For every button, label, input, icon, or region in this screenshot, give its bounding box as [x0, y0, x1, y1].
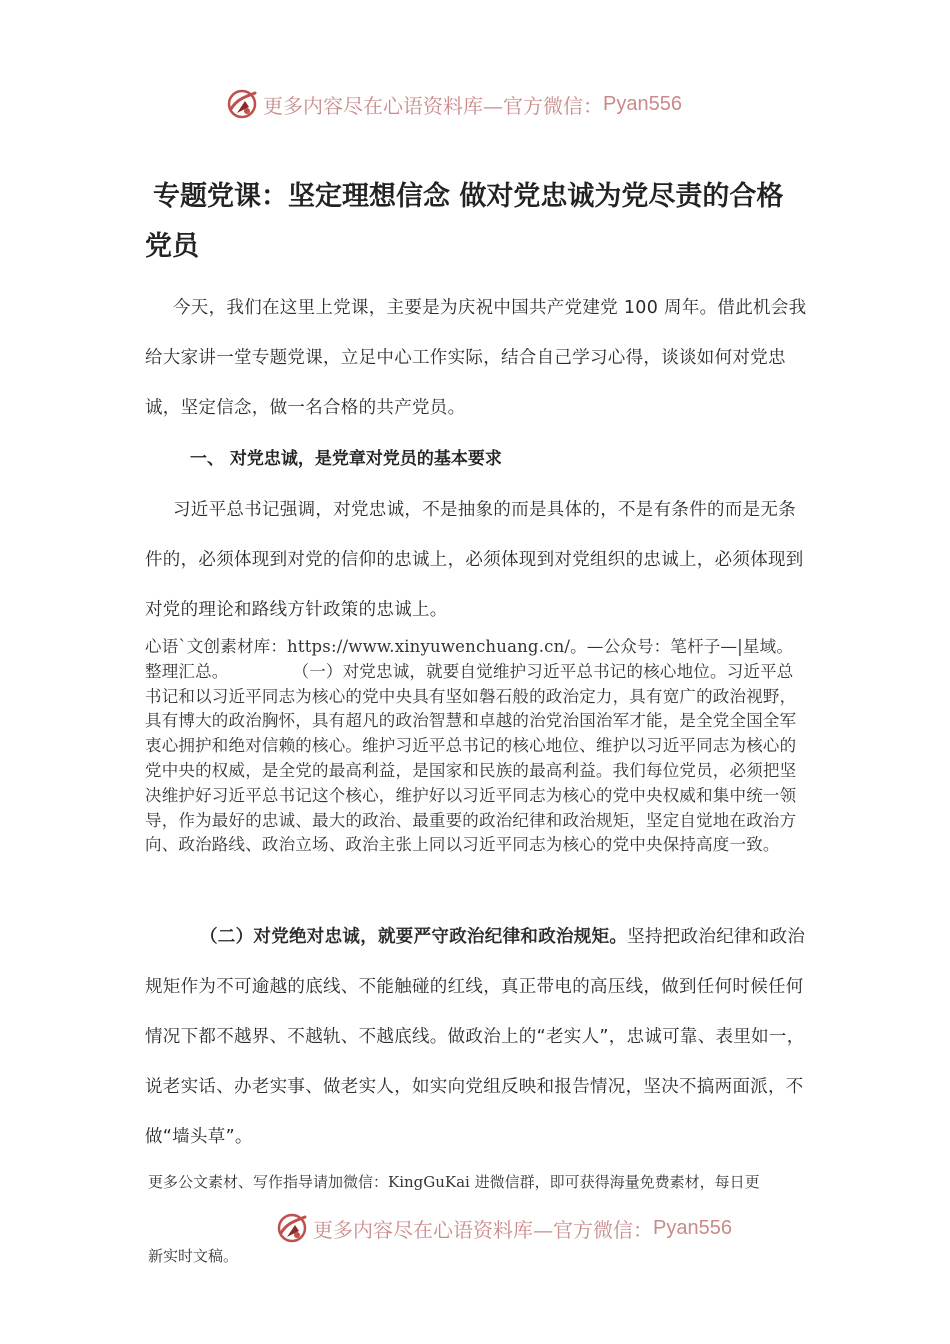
- banner-wechat-id: Pyan556: [653, 1216, 732, 1239]
- brand-logo-icon: [275, 1211, 309, 1245]
- subsection-1-text: （一）对党忠诚，就要自觉维护习近平总书记的核心地位。习近平总书记和以习近平同志为核心的党中央具有坚如磐石般的政治定力，具有宽广的政治视野，具有博大的政治胸怀，具有超凡的政治智慧和卓越的治党治国治军才能，是全党全国全军衷心拥护和绝对信赖的核心。维护习近平总书记的核心地位、维护以习近平同志为核心的党中央的权威，是全党的最高利益，是国家和民族的最高利益。我们每位党员，必须把坚决维护好习近平总书记这个核心，维护好以习近平同志为核心的党中央权威和集中统一领导，作为最好的忠诚、最大的政治、最重要的政治纪律和政治规矩，坚定自觉地在政治方向、政治路线、政治立场、政治主张上同以习近平同志为核心的党中央保持高度一致。: [145, 661, 797, 855]
- footer-watermark-banner: [275, 1208, 732, 1248]
- header-watermark-banner: [225, 84, 682, 124]
- subsection-2-heading: （二）对党绝对忠诚，就要严守政治纪律和政治规矩。: [200, 927, 628, 947]
- banner-text: 更多内容尽在心语资料库—官方微信：: [263, 93, 603, 118]
- subsection-1-block: [145, 635, 805, 858]
- banner-wechat-id: Pyan556: [603, 92, 682, 115]
- banner-text: 更多内容尽在心语资料库—官方微信：: [313, 1217, 653, 1242]
- subsection-2-paragraph: [145, 912, 807, 1162]
- intro-paragraph: 今天，我们在这里上党课，主要是为庆祝中国共产党建党 100 周年。借此机会我给大家讲一堂专题党课，立足中心工作实际，结合自己学习心得，谈谈如何对党忠诚，坚定信念，做一名合格的共产党员。: [145, 298, 807, 418]
- subsection-2-text: 坚持把政治纪律和政治规矩作为不可逾越的底线、不能触碰的红线，真正带电的高压线，做到任何时候任何情况下都不越界、不越轨、不越底线。做政治上的“老实人”，忠诚可靠、表里如一，说老实话、办老实事、做老实人，如实向党组反映和报告情况，坚决不搞两面派，不做“墙头草”。: [145, 927, 806, 1147]
- footer-note-line-2: 新实时文稿。: [148, 1247, 239, 1265]
- source-note: 心语`文创素材库：https://www.xinyuwenchuang.cn/。—公众号：笔杆子—|星域。整理汇总。: [145, 637, 794, 681]
- section-1-paragraph: 习近平总书记强调，对党忠诚，不是抽象的而是具体的，不是有条件的而是无条件的，必须体现到对党的信仰的忠诚上，必须体现到对党组织的忠诚上，必须体现到对党的理论和路线方针政策的忠诚上。: [145, 500, 804, 620]
- document-title: 专题党课：坚定理想信念 做对党忠诚为党尽责的合格党员: [145, 181, 784, 262]
- footer-note-line-1: 更多公文素材、写作指导请加微信：KingGuKai 进微信群，即可获得海量免费素材，每日更: [148, 1173, 760, 1191]
- section-heading-1: 一、 对党忠诚，是党章对党员的基本要求: [190, 449, 502, 469]
- brand-logo-icon: [225, 87, 259, 121]
